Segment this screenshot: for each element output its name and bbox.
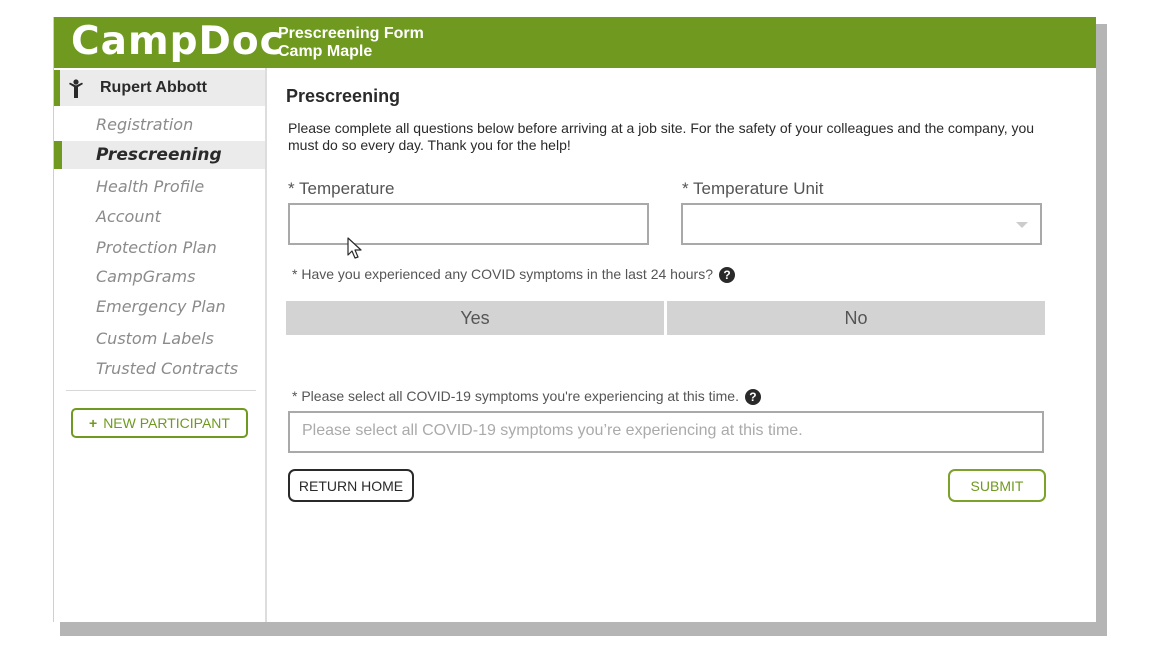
- intro-text: Please complete all questions below before arriving at a job site. For the safety of your colleagues and the company, you must do so every day. Thank you for the help!: [288, 120, 1035, 153]
- sidebar-item-health-profile[interactable]: Health Profile: [96, 177, 205, 196]
- symptoms-question-label: * Have you experienced any COVID symptoms in the last 24 hours?: [292, 266, 713, 282]
- symptoms-select[interactable]: [288, 411, 1044, 453]
- symptoms-select-placeholder: Please select all COVID-19 symptoms you’re experiencing at this time.: [302, 422, 803, 439]
- return-home-button[interactable]: RETURN HOME: [288, 469, 414, 502]
- participant-row[interactable]: [54, 70, 265, 106]
- app-header: [54, 17, 1096, 68]
- sidebar: [54, 68, 267, 622]
- temperature-input[interactable]: [288, 203, 649, 245]
- header-title: Prescreening Form: [278, 25, 424, 42]
- header-subtitle: Camp Maple: [278, 43, 373, 60]
- person-icon: [68, 79, 84, 99]
- page-title: Prescreening: [286, 86, 401, 106]
- sidebar-divider: [66, 390, 256, 391]
- sidebar-item-trusted-contracts[interactable]: Trusted Contracts: [96, 359, 239, 378]
- temperature-label: * Temperature: [288, 179, 395, 198]
- submit-button[interactable]: SUBMIT: [948, 469, 1046, 502]
- sidebar-item-prescreening[interactable]: Prescreening: [54, 141, 265, 169]
- new-participant-label: NEW PARTICIPANT: [103, 415, 230, 431]
- app-window: [53, 17, 1096, 622]
- temperature-unit-select[interactable]: [681, 203, 1042, 245]
- header-titles: [278, 25, 424, 61]
- sidebar-item-custom-labels[interactable]: Custom Labels: [96, 329, 214, 348]
- new-participant-button[interactable]: [71, 408, 248, 438]
- sidebar-item-account[interactable]: Account: [96, 207, 161, 226]
- sidebar-item-campgrams[interactable]: CampGrams: [96, 267, 196, 286]
- temperature-unit-label: * Temperature Unit: [682, 179, 824, 198]
- help-icon[interactable]: ?: [719, 267, 735, 283]
- sidebar-item-emergency-plan[interactable]: Emergency Plan: [96, 297, 226, 316]
- participant-name: Rupert Abbott: [100, 79, 207, 96]
- symptoms-question: [292, 266, 735, 283]
- chevron-down-icon: [1016, 222, 1028, 228]
- symptoms-select-question: [292, 388, 761, 405]
- help-icon[interactable]: ?: [745, 389, 761, 405]
- sidebar-item-registration[interactable]: Registration: [96, 115, 194, 134]
- plus-icon: +: [89, 415, 98, 431]
- sidebar-item-protection-plan[interactable]: Protection Plan: [96, 238, 217, 257]
- symptoms-select-label: * Please select all COVID-19 symptoms you're experiencing at this time.: [292, 388, 739, 404]
- campdoc-logo[interactable]: CampDoc: [71, 19, 284, 64]
- mouse-cursor-icon: [347, 237, 363, 261]
- no-option-button[interactable]: No: [667, 301, 1045, 335]
- yes-option-button[interactable]: Yes: [286, 301, 664, 335]
